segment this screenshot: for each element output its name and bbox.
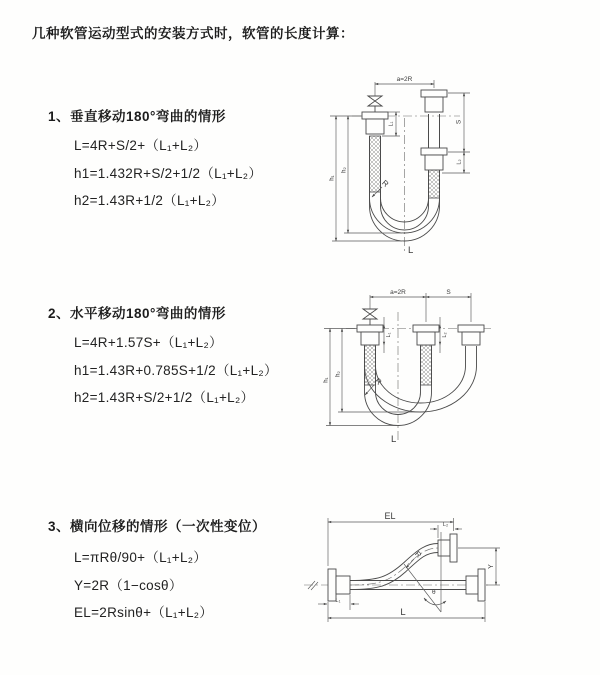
radius-label: R [373,376,384,387]
dimension-s-l2 [442,93,470,173]
section-horizontal-180 [48,302,278,412]
dim-label-l1: L₁ [386,332,392,338]
dimension-a2r [375,76,434,88]
dim-label-l2: L₂ [442,522,449,528]
flange-left [328,569,350,601]
dimension-h1-h2 [330,116,403,241]
length-label: L [408,245,414,256]
dimension-l1 [384,317,392,353]
length-label: L [400,607,406,618]
flange-middle [413,325,439,345]
section-vertical-180 [48,105,262,215]
dimension-el [328,511,454,566]
section-3-formulas [48,544,266,627]
dim-label-s: S [446,289,451,296]
dim-label-l2: L₂ [456,159,463,165]
formula-h1: h1=1.43R+0.785S+1/2（L₁+L₂） [74,362,278,378]
dim-label-a2r: a=2R [396,76,413,83]
dim-label-l2: L₂ [442,332,448,338]
valve-icon [368,82,382,112]
section-3-heading: 3、横向位移的情形（一次性变位） [48,519,267,534]
page-title: 几种软管运动型式的安装方式时，软管的长度计算： [32,26,354,41]
diagram-vertical-180-bend [312,70,497,260]
dim-label-a2r: a=2R [390,289,406,296]
dimension-l2 [440,317,448,353]
dimension-l [328,602,485,622]
flange-left [362,112,388,134]
dim-label-y: Y [488,564,495,569]
dim-label-l1: L₁ [388,121,395,127]
dim-label-l1: L₁ [335,598,341,604]
radius-label: R [380,178,391,189]
formula-h1: h1=1.432R+S/2+1/2（L₁+L₂） [74,165,263,181]
dim-label-h1: h₁ [329,175,336,181]
dimension-a2r-s [370,289,471,322]
flange-right-lower [421,148,447,170]
dim-label-h1: h₁ [323,377,330,383]
valve-icon [363,295,377,325]
dim-label-h2: h₂ [335,371,342,377]
formula-y: Y=2R（1−cosθ） [74,577,183,593]
flange-left [357,325,383,345]
section-lateral-displacement [48,515,266,627]
formula-length: L=πRθ/90+（L₁+L₂） [74,550,208,565]
flange-right-top [421,90,447,112]
centerline-break-mark [308,581,318,590]
dimension-l1 [318,595,359,610]
flange-right [466,569,485,601]
dim-label-h2: h₂ [341,167,348,173]
diagram-horizontal-180-bend [306,282,506,452]
formula-el: EL=2Rsinθ+（L₁+L₂） [74,605,214,620]
section-2-formulas [48,329,278,412]
hose-outline [365,345,477,425]
flange-right [458,325,484,345]
section-1-formulas [48,132,262,215]
section-2-heading: 2、水平移动180°弯曲的情形 [48,306,226,321]
angle-label: θ [432,589,436,596]
formula-h2: h2=1.43R+1/2（L₁+L₂） [74,193,225,208]
radius-label: R [413,549,424,560]
formula-length: L=4R+1.57S+（L₁+L₂） [74,335,223,350]
dim-label-el: EL [384,511,396,521]
length-label: L [391,434,397,445]
diagram-lateral-displacement [298,498,503,648]
dim-label-s: S [455,119,463,125]
formula-length: L=4R+S/2+（L₁+L₂） [74,138,208,153]
formula-h2: h2=1.43R+S/2+1/2（L₁+L₂） [74,390,255,405]
section-1-heading: 1、垂直移动180°弯曲的情形 [48,109,226,124]
